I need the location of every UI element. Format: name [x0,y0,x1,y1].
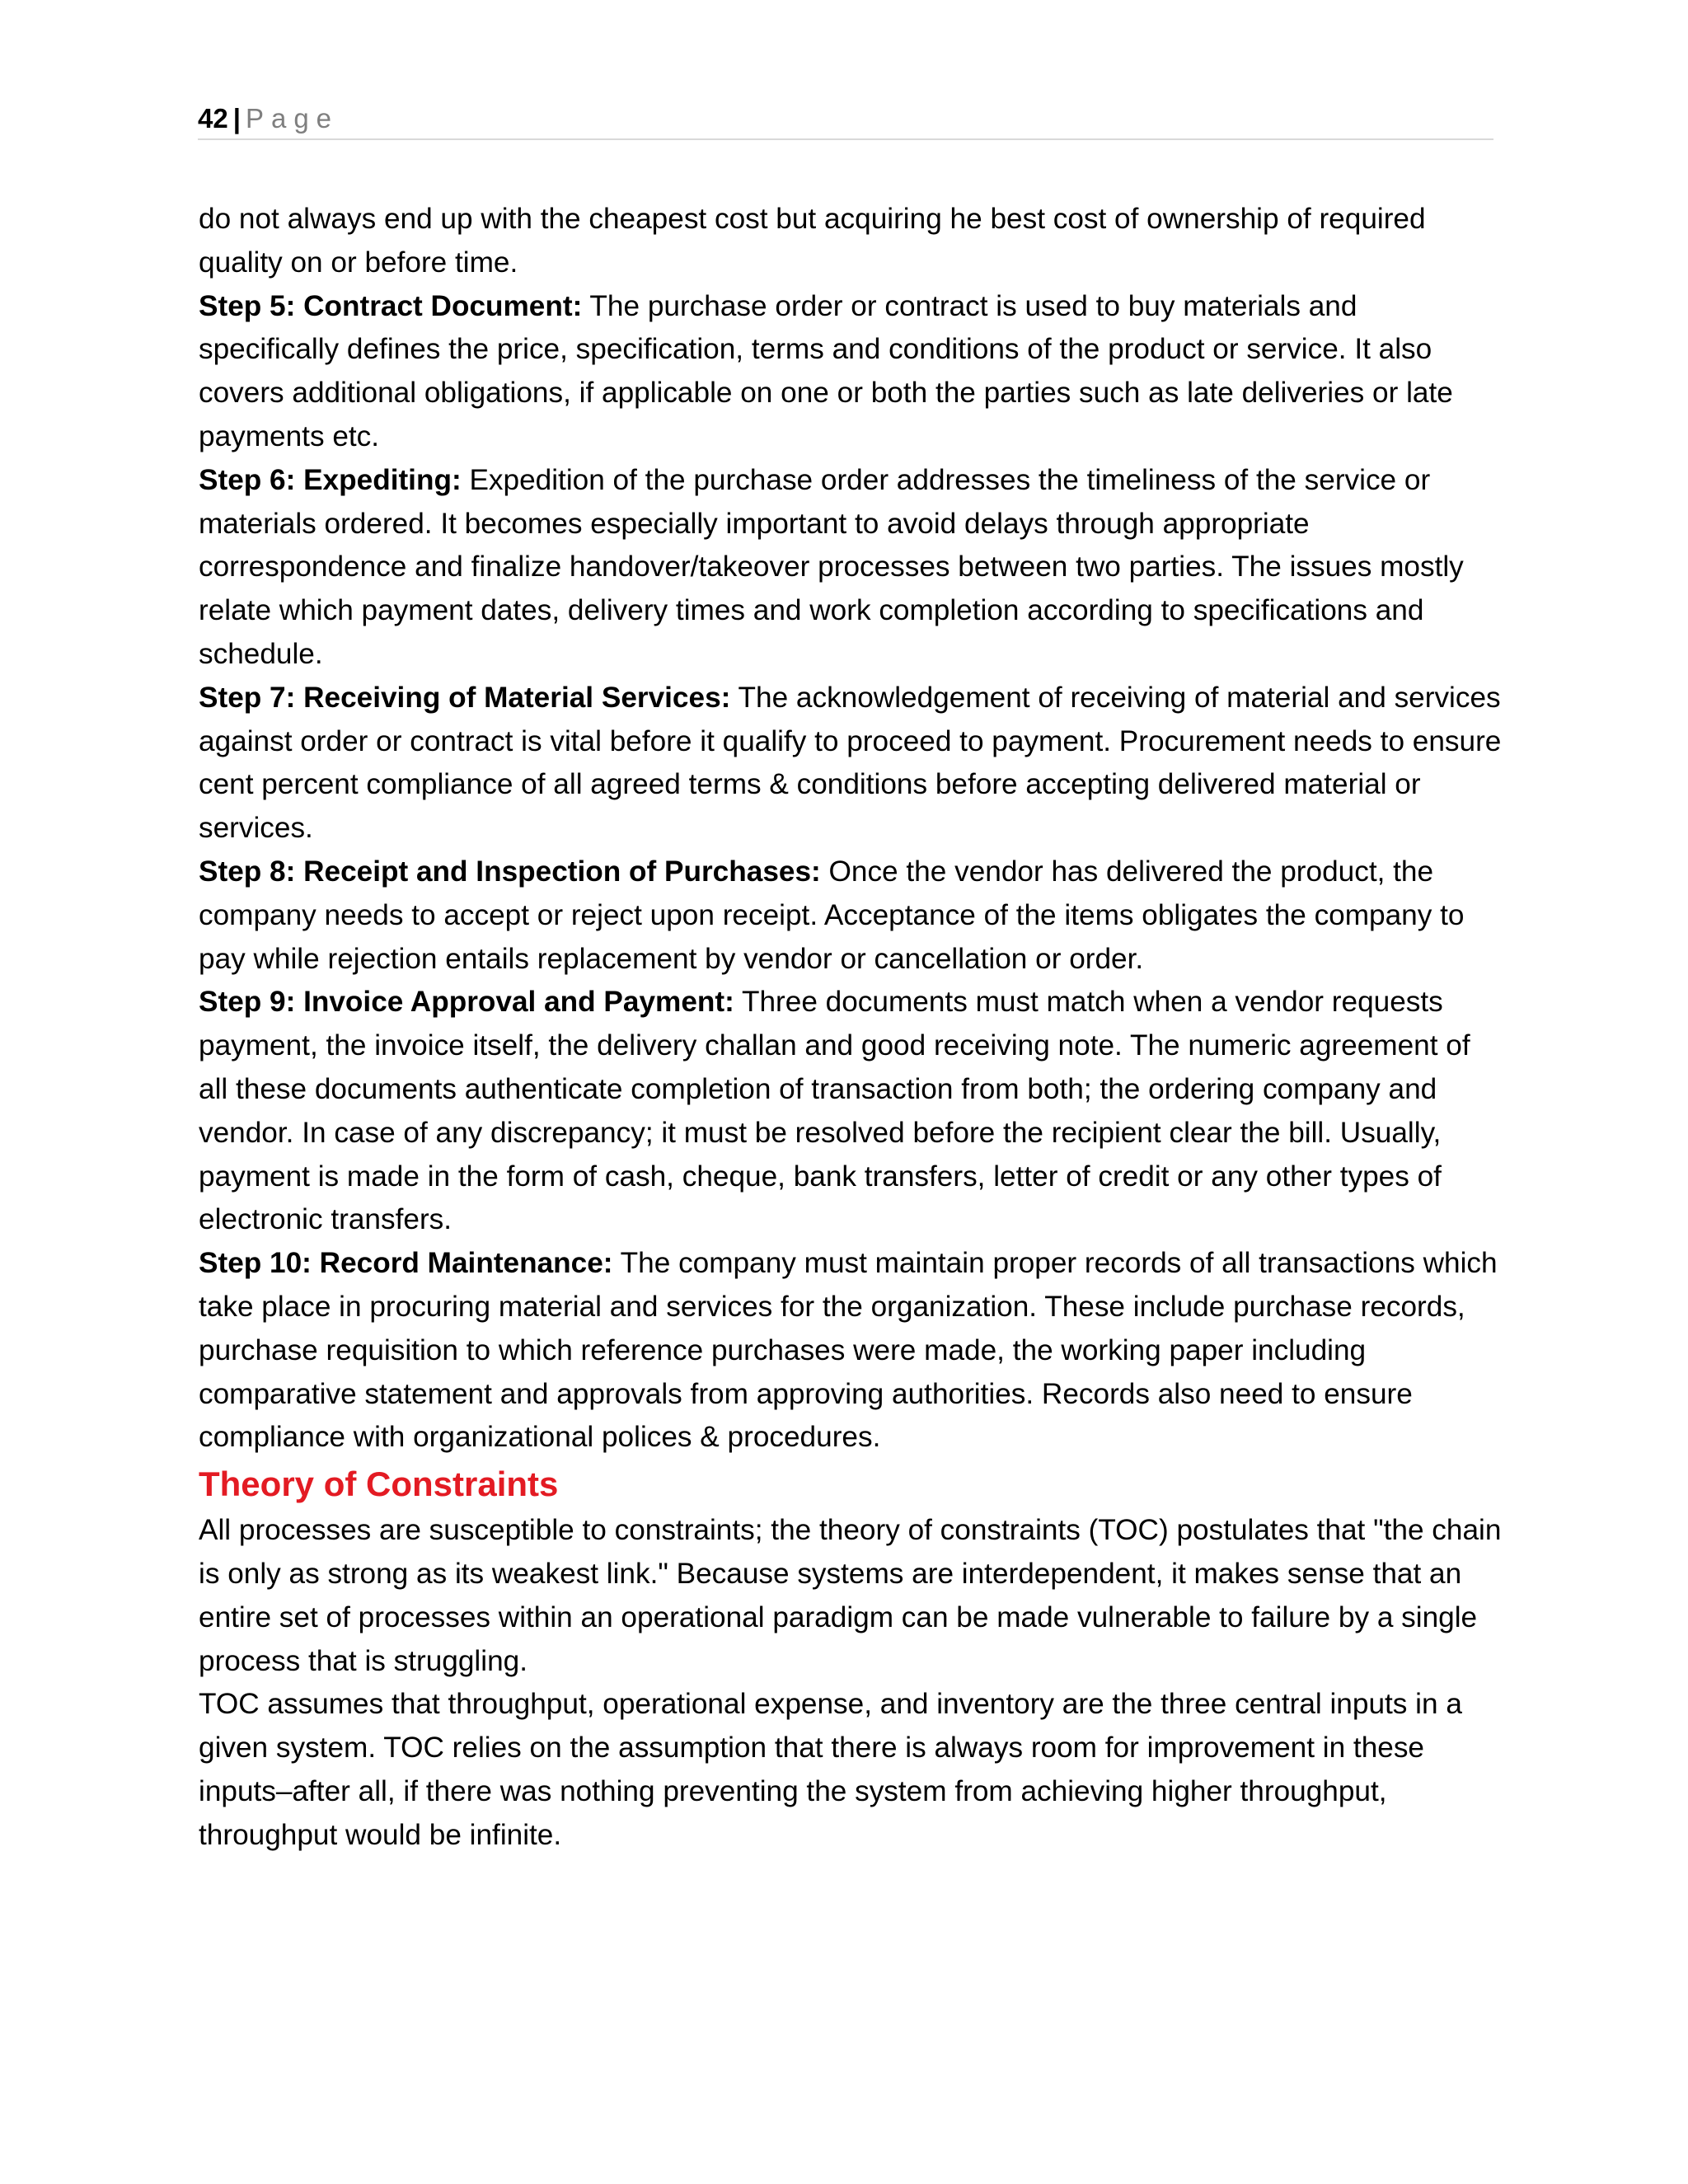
step-5-paragraph [199,285,1505,459]
step-8-text: Once the vendor has delivered the product, the company needs to accept or reject upon receipt. Acceptance of the items obligates the company to pay while rejection entails replacement by vendor or cancellation or order. [199,855,1465,975]
step-8-label: Step 8: Receipt and Inspection of Purchases: [199,855,821,888]
section-heading: Theory of Constraints [199,1465,559,1504]
page-header [198,97,1493,140]
continuation-paragraph: do not always end up with the cheapest cost but acquiring he best cost of ownership of required quality on or before time. [199,203,1426,279]
page-label: Page [245,103,340,134]
step-6-paragraph [199,459,1505,677]
step-9-label: Step 9: Invoice Approval and Payment: [199,986,734,1019]
document-body [199,198,1505,1857]
page-separator: | [232,103,241,134]
step-7-label: Step 7: Receiving of Material Services: [199,681,731,714]
step-9-text: Three documents must match when a vendor requests payment, the invoice itself, the delivery challan and good receiving note. The numeric agreement of all these documents authenticate completion of transaction from both; the ordering company and vendor. In case of any discrepancy; it must be resolved before the recipient clear the bill. Usually, payment is made in the form of cash, cheque, bank transfers, letter of credit or any other types of electronic transfers. [199,986,1470,1236]
step-5-text: The purchase order or contract is used to buy materials and specifically defines the price, specification, terms and conditions of the product or service. It also covers additional obligations, if applicable on one or both the parties such as late deliveries or late payments etc. [199,289,1453,452]
step-10-text: The company must maintain proper records of all transactions which take place in procuring material and services for the organization. These include purchase records, purchase requisition to which reference purchases were made, the working paper including comparative statement and approvals from approving authorities. Records also need to ensure compliance with organizational polices & procedures. [199,1247,1498,1454]
step-5-label: Step 5: Contract Document: [199,289,583,322]
step-10-paragraph [199,1242,1505,1460]
step-6-label: Step 6: Expediting: [199,463,462,496]
step-7-paragraph [199,677,1505,851]
step-9-paragraph [199,981,1505,1242]
step-10-label: Step 10: Record Maintenance: [199,1247,613,1280]
step-7-text: The acknowledgement of receiving of material and services against order or contract is vital before it qualify to proceed to payment. Procurement needs to ensure cent percent compliance of all agreed terms & conditions before accepting delivered material or services. [199,681,1502,845]
page-number: 42 [198,103,228,134]
step-8-paragraph [199,851,1505,981]
toc-paragraph-1: All processes are susceptible to constraints; the theory of constraints (TOC) postulates that "the chain is only as strong as its weakest link." Because systems are interdependent, it makes sense that an entire set of processes within an operational paradigm can be made vulnerable to failure by a single process that is struggling. [199,1514,1502,1677]
step-6-text: Expedition of the purchase order addresses the timeliness of the service or materials ordered. It becomes especially important to avoid delays through appropriate correspondence and finalize handover/takeover processes between two parties. The issues mostly relate which payment dates, delivery times and work completion according to specifications and schedule. [199,463,1464,670]
toc-paragraph-2: TOC assumes that throughput, operational expense, and inventory are the three central inputs in a given system. TOC relies on the assumption that there is always room for improvement in these inputs–after all, if there was nothing preventing the system from achieving higher throughput, throughput would be infinite. [199,1688,1462,1851]
